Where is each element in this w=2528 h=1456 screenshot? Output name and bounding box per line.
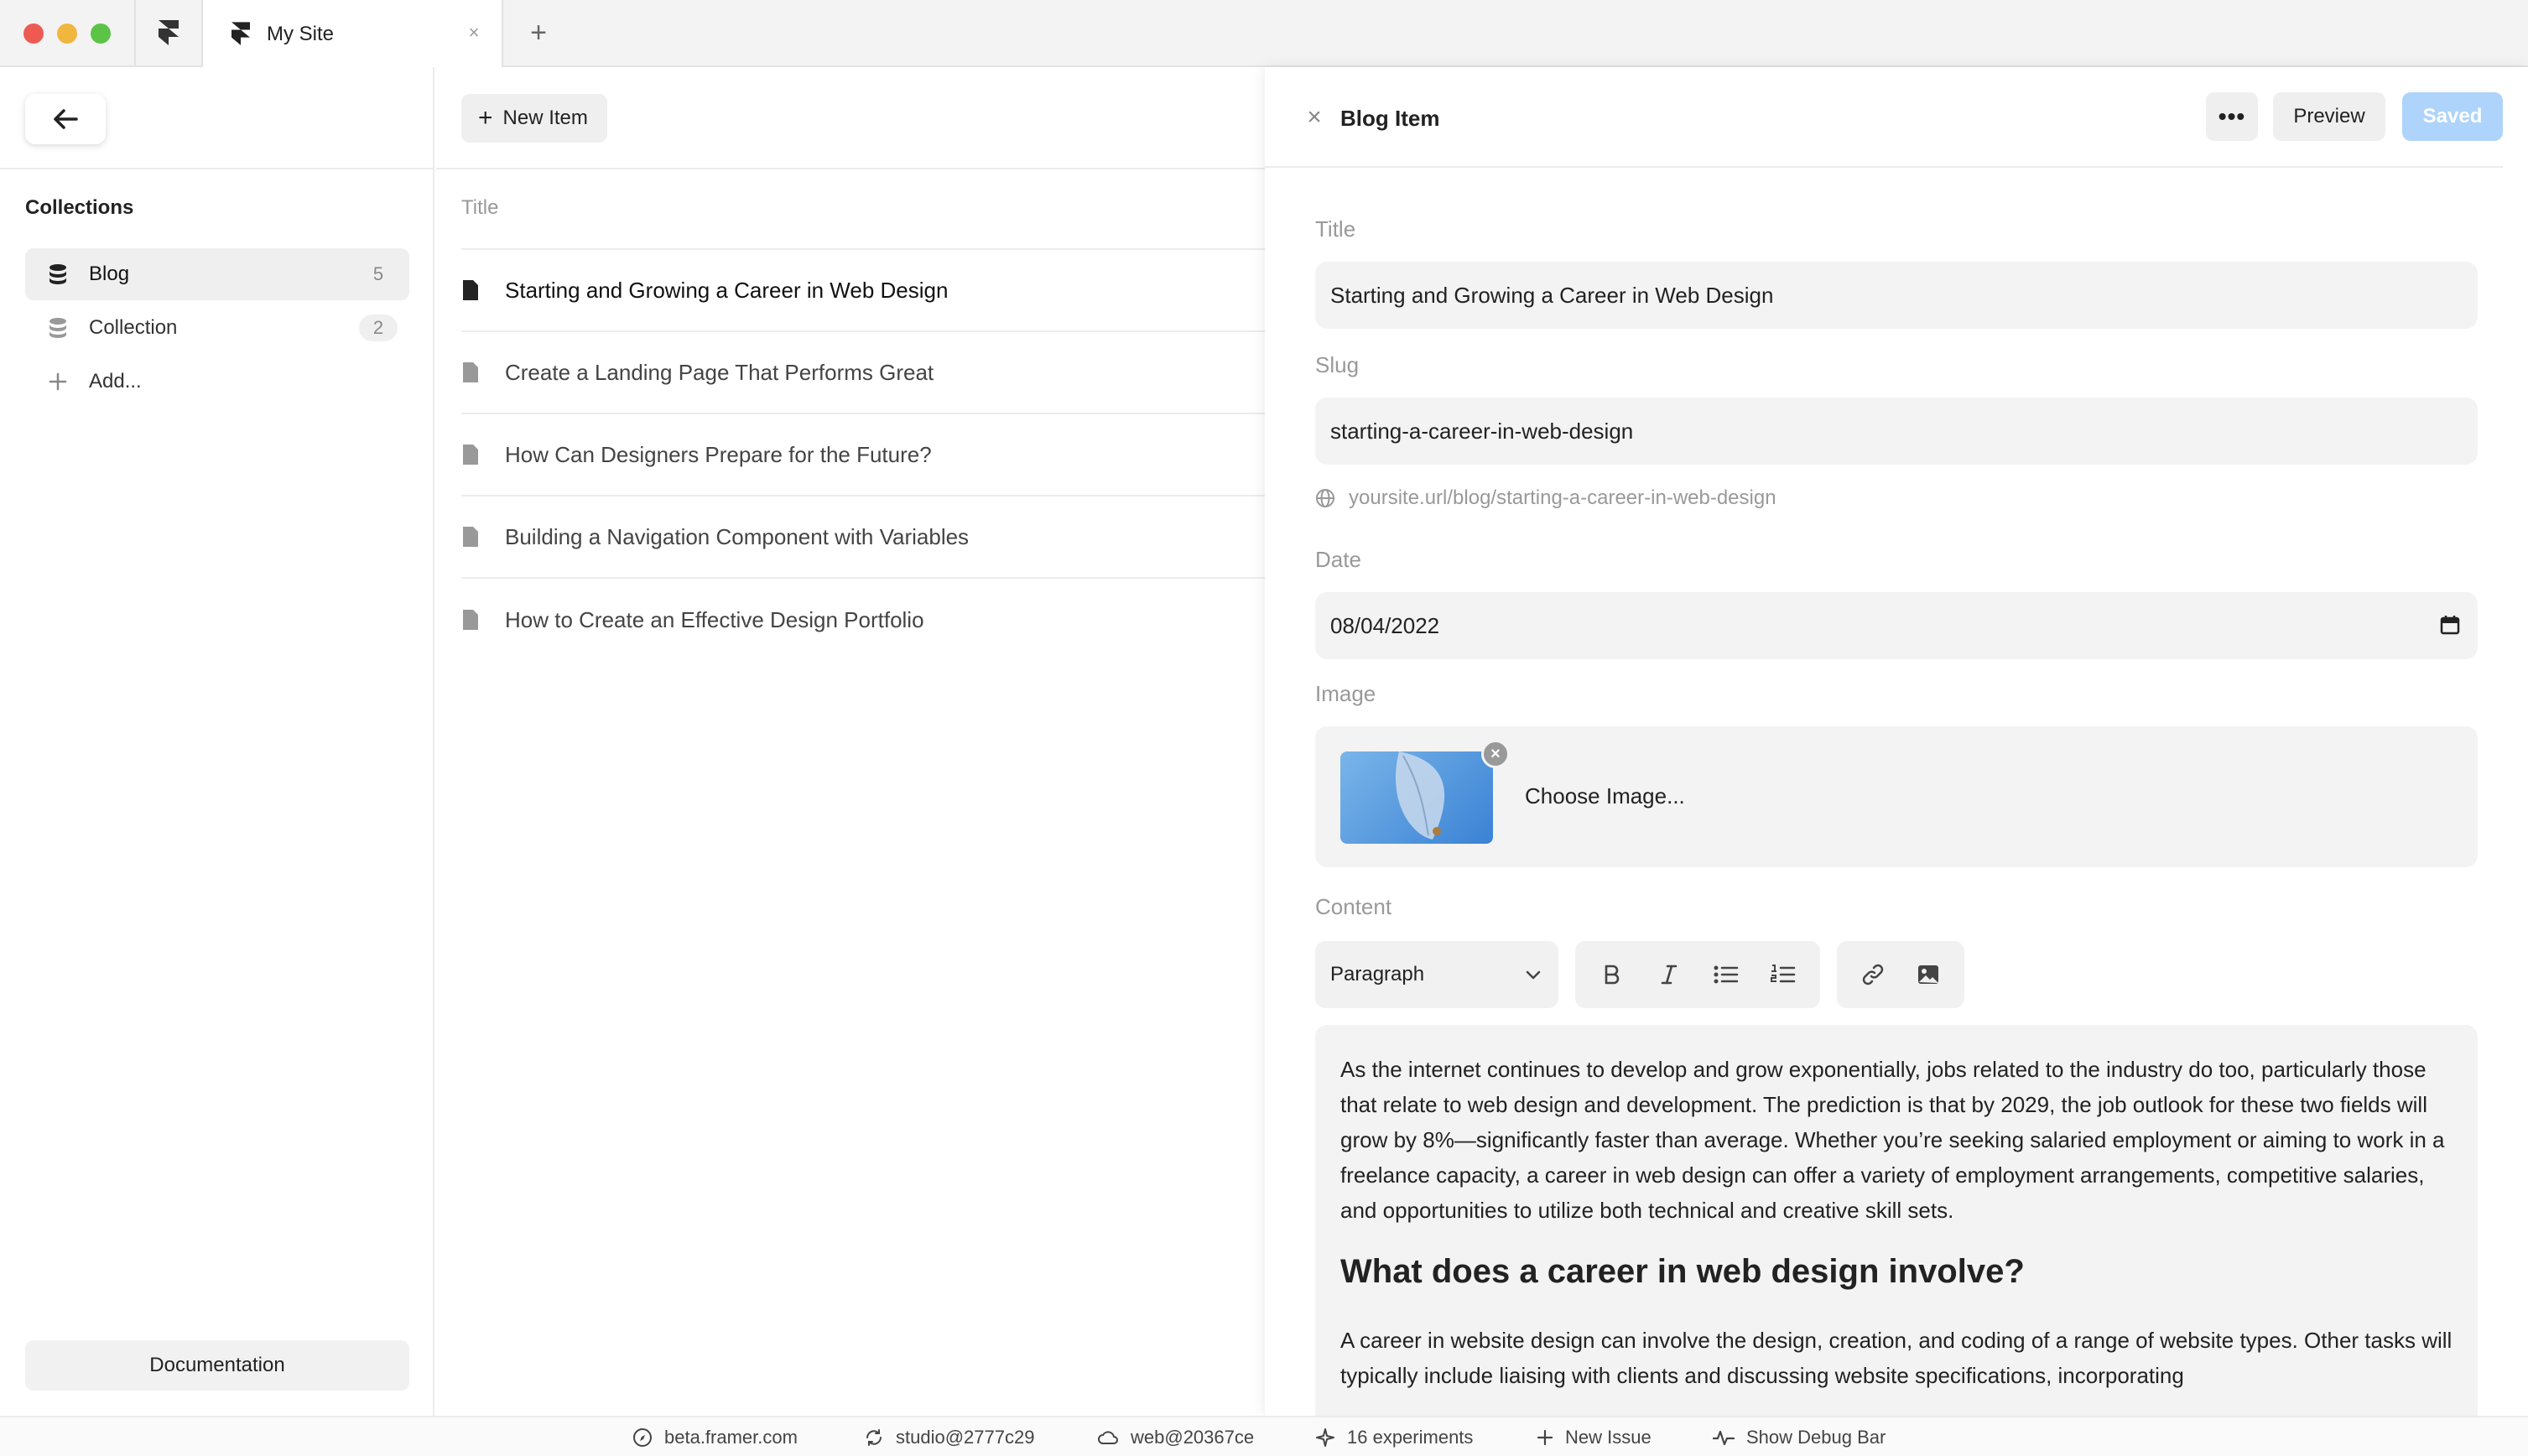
pulse-icon bbox=[1713, 1428, 1735, 1447]
status-bar bbox=[0, 1416, 2528, 1456]
table-row[interactable] bbox=[461, 332, 1265, 414]
row-title: Building a Navigation Component with Variables bbox=[505, 523, 970, 549]
column-header-title[interactable]: Title bbox=[461, 196, 499, 219]
content-heading: What does a career in web design involve? bbox=[1340, 1253, 2025, 1290]
globe-icon bbox=[1315, 488, 1335, 508]
status-item-experiments[interactable] bbox=[1315, 1417, 1473, 1456]
status-label: studio@2777c29 bbox=[896, 1427, 1035, 1448]
date-field-label: Date bbox=[1315, 547, 1361, 572]
item-count-badge: 2 bbox=[359, 315, 398, 341]
content-field-label: Content bbox=[1315, 894, 1392, 919]
saved-button[interactable]: Saved bbox=[2402, 92, 2503, 141]
title-field-label: Title bbox=[1315, 216, 1356, 242]
status-label: web@20367ce bbox=[1131, 1427, 1255, 1448]
italic-icon[interactable] bbox=[1652, 958, 1686, 991]
panel-title: Blog Item bbox=[1340, 106, 1440, 131]
content-paragraph: As the internet continues to develop and grow exponentially, jobs related to the industry do too, particularly those that relate to web design and development. The prediction is that by 2029, the job outlook for these two fields will grow by 8%—significantly faster than average. Whether you’re seeking salaried employment or aiming to work in a freelance capacity, a career in web design can offer a variety of employment arrangements, competitive salaries, and opportunities to utilize both technical and creative skill sets. bbox=[1340, 1057, 2445, 1223]
documentation-button[interactable]: Documentation bbox=[25, 1340, 409, 1391]
insert-toolbar bbox=[1837, 941, 1964, 1008]
content-paragraph: A career in website design can involve the design, creation, and coding of a range of website types. Other tasks will typically include liaising with clients and discussing website specifications, incorporating bbox=[1340, 1328, 2453, 1388]
framer-logo-icon bbox=[231, 22, 250, 47]
close-icon[interactable]: × bbox=[1307, 103, 1322, 131]
remove-image-button[interactable]: × bbox=[1481, 740, 1510, 768]
sidebar-item-label: Collection bbox=[89, 316, 178, 339]
calendar-icon[interactable] bbox=[2439, 614, 2461, 636]
title-bar bbox=[0, 0, 2528, 67]
status-item-domain[interactable] bbox=[632, 1417, 798, 1456]
image-icon[interactable] bbox=[1912, 958, 1945, 991]
list-divider bbox=[436, 168, 1265, 169]
table-row[interactable] bbox=[461, 497, 1265, 579]
item-count-badge: 5 bbox=[372, 263, 384, 284]
numbered-list-icon[interactable] bbox=[1766, 958, 1800, 991]
block-type-select[interactable] bbox=[1315, 941, 1558, 1008]
item-detail-panel bbox=[1265, 67, 2528, 1416]
panel-divider bbox=[1265, 166, 2503, 168]
sidebar-divider bbox=[0, 168, 434, 169]
new-tab-button[interactable]: + bbox=[530, 17, 547, 49]
title-field[interactable]: Starting and Growing a Career in Web Design bbox=[1315, 262, 2478, 329]
url-preview bbox=[1315, 486, 1776, 510]
status-label: beta.framer.com bbox=[664, 1427, 798, 1448]
database-icon bbox=[49, 317, 67, 339]
maximize-window-button[interactable] bbox=[91, 23, 111, 44]
database-icon bbox=[49, 263, 67, 285]
bold-icon[interactable] bbox=[1595, 958, 1629, 991]
more-options-button[interactable]: ••• bbox=[2206, 92, 2258, 141]
minimize-window-button[interactable] bbox=[57, 23, 77, 44]
image-field bbox=[1315, 726, 2478, 867]
close-window-button[interactable] bbox=[23, 23, 44, 44]
block-type-value: Paragraph bbox=[1330, 963, 1425, 985]
sidebar-item-add[interactable] bbox=[25, 356, 409, 408]
chevron-down-icon bbox=[1523, 965, 1543, 985]
url-preview-text: yoursite.url/blog/starting-a-career-in-web-design bbox=[1349, 486, 1776, 509]
date-field[interactable] bbox=[1315, 592, 2478, 659]
status-item-new-issue[interactable] bbox=[1537, 1417, 1652, 1456]
choose-image-button[interactable]: Choose Image... bbox=[1525, 783, 1685, 809]
collections-heading: Collections bbox=[25, 196, 134, 219]
tab-title: My Site bbox=[267, 23, 335, 45]
row-title: How to Create an Effective Design Portfolio bbox=[505, 606, 924, 632]
preview-button[interactable]: Preview bbox=[2273, 92, 2385, 141]
sidebar-item-blog[interactable] bbox=[25, 248, 409, 300]
image-field-label: Image bbox=[1315, 681, 1376, 706]
document-icon bbox=[461, 361, 480, 384]
row-title: How Can Designers Prepare for the Future? bbox=[505, 441, 932, 467]
plus-icon: + bbox=[478, 104, 493, 132]
status-item-debug-bar[interactable] bbox=[1713, 1417, 1886, 1456]
sidebar-item-label: Blog bbox=[89, 263, 130, 285]
tab-my-site[interactable] bbox=[203, 0, 503, 69]
new-item-label: New Item bbox=[502, 107, 588, 129]
framer-logo-icon bbox=[159, 20, 179, 47]
status-label: 16 experiments bbox=[1347, 1427, 1474, 1448]
document-icon bbox=[461, 525, 480, 549]
sparkle-icon bbox=[1315, 1427, 1335, 1448]
row-title: Create a Landing Page That Performs Great bbox=[505, 359, 934, 385]
cloud-icon bbox=[1097, 1428, 1119, 1447]
sidebar bbox=[0, 67, 434, 1416]
back-button[interactable] bbox=[25, 94, 106, 144]
sidebar-item-label: Add... bbox=[89, 370, 142, 393]
table-row[interactable] bbox=[461, 250, 1265, 332]
new-item-button[interactable] bbox=[461, 94, 607, 143]
document-icon bbox=[461, 608, 480, 632]
arrow-left-icon bbox=[53, 108, 78, 130]
bullet-list-icon[interactable] bbox=[1709, 958, 1743, 991]
sync-icon bbox=[864, 1427, 884, 1448]
status-item-studio[interactable] bbox=[864, 1417, 1034, 1456]
row-title: Starting and Growing a Career in Web Design bbox=[505, 277, 949, 303]
items-list-panel bbox=[436, 67, 1265, 1416]
framer-home-button[interactable] bbox=[134, 0, 203, 67]
table-row[interactable] bbox=[461, 579, 1265, 661]
document-icon bbox=[461, 278, 480, 302]
format-toolbar bbox=[1575, 941, 1820, 1008]
slug-field-label: Slug bbox=[1315, 352, 1360, 377]
link-icon[interactable] bbox=[1856, 958, 1890, 991]
image-thumbnail[interactable] bbox=[1340, 751, 1493, 844]
date-value: 08/04/2022 bbox=[1330, 612, 1440, 638]
sidebar-item-collection[interactable] bbox=[25, 302, 409, 354]
status-label: Show Debug Bar bbox=[1746, 1427, 1886, 1448]
document-icon bbox=[461, 443, 480, 466]
status-item-web[interactable] bbox=[1097, 1417, 1254, 1456]
plus-icon bbox=[49, 372, 67, 391]
slug-field[interactable]: starting-a-career-in-web-design bbox=[1315, 398, 2478, 465]
content-editor[interactable] bbox=[1315, 1025, 2478, 1416]
status-label: New Issue bbox=[1565, 1427, 1652, 1448]
compass-icon bbox=[632, 1427, 653, 1448]
leaf-image-icon bbox=[1340, 751, 1493, 844]
plus-icon bbox=[1537, 1429, 1553, 1446]
table-row[interactable] bbox=[461, 414, 1265, 497]
tab-close-icon[interactable]: × bbox=[468, 22, 480, 43]
